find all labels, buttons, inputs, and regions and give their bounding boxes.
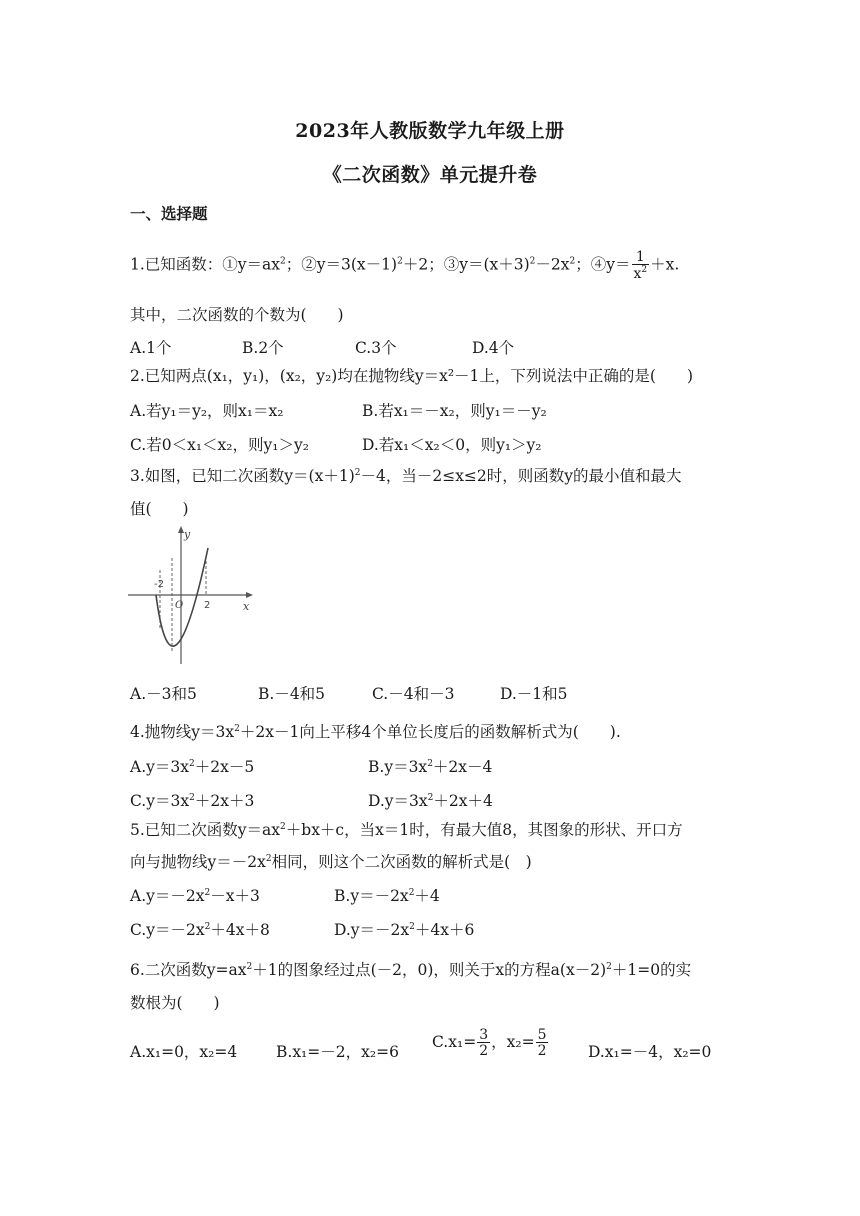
option-b: B.若x₁＝－x₂，则y₁＝－y₂ xyxy=(362,402,547,420)
question-1-stem-line2: 其中，二次函数的个数为( ) xyxy=(130,306,344,324)
option-c: C.－4和－3 xyxy=(372,685,455,703)
option-a: A.－3和5 xyxy=(130,685,197,703)
svg-text:y: y xyxy=(184,528,191,541)
question-6-stem-line2: 数根为( ) xyxy=(130,994,220,1012)
option-d: D.4个 xyxy=(472,339,515,357)
option-d: D.若x₁＜x₂＜0，则y₁＞y₂ xyxy=(362,436,542,454)
question-6-stem: 6.二次函数$y=ax^2+1$的图象经过点(－2，0)，则关于x的方程$a(x-2)^2+1=0$的实 xyxy=(130,961,692,979)
option-d: D.－1和5 xyxy=(500,685,568,703)
option-b: B.－4和5 xyxy=(258,685,326,703)
option-c: C.x₁= $\frac{3}{2}$ ，x₂= $\frac{5}{2}$ xyxy=(432,1027,547,1059)
document-title: 2023年人教版数学九年级上册 xyxy=(295,120,565,142)
svg-text:O: O xyxy=(175,600,184,611)
option-a: A.x₁=0，x₂=4 xyxy=(130,1043,238,1061)
svg-text:x: x xyxy=(243,600,250,613)
question-3-stem-line2: 值( ) xyxy=(130,500,189,518)
document-subtitle: 《二次函数》单元提升卷 xyxy=(322,164,538,186)
question-1-stem: 1.已知函数：$①y=ax^2$；$②y=3(x-1)^2+2$；$③y=(x+3)^2-2x^2$；④y＝ $\frac{1}{x^2}$ ＋x. xyxy=(130,249,680,282)
parabola-graph xyxy=(126,522,256,667)
option-a: $A.y=3x^2+2x-5$ xyxy=(130,758,255,776)
option-c: $C.y=-2x^2+4x+8$ xyxy=(130,921,270,939)
question-4-stem: 4.抛物线$y=3x^2+2x-1$向上平移4个单位长度后的函数解析式为( ). xyxy=(130,723,621,741)
option-d: $D.y=3x^2+2x+4$ xyxy=(368,792,493,810)
option-c: C.若0＜x₁＜x₂，则y₁＞y₂ xyxy=(130,436,309,454)
svg-text:-2: -2 xyxy=(154,579,164,590)
option-a: A.1个 xyxy=(130,339,172,357)
question-5-stem: 5.已知二次函数$y=ax^2+bx+c$，当x＝1时，有最大值8，其图象的形状、开口方 xyxy=(130,821,683,839)
option-b: B.x₁=－2，x₂=6 xyxy=(276,1043,399,1061)
option-b: $B.y=3x^2+2x-4$ xyxy=(368,758,493,776)
option-c: $C.y=3x^2+2x+3$ xyxy=(130,792,255,810)
option-a: $A.y=-2x^2-x+3$ xyxy=(130,887,260,905)
option-d: D.x₁=－4，x₂=0 xyxy=(588,1043,712,1061)
option-d: $D.y=-2x^2+4x+6$ xyxy=(334,921,475,939)
fraction: $\frac{3}{2}$ xyxy=(479,1027,489,1059)
option-b: $B.y=-2x^2+4$ xyxy=(334,887,440,905)
fraction: $\frac{5}{2}$ xyxy=(537,1027,547,1059)
option-c: C.3个 xyxy=(355,339,397,357)
svg-text:2: 2 xyxy=(204,600,211,611)
fraction: $\frac{1}{x^2}$ xyxy=(633,249,648,282)
question-5-stem-line2: 向与抛物线$y=-2x^2$相同，则这个二次函数的解析式是( ) xyxy=(130,853,532,871)
question-2-stem: 2.已知两点(x₁，y₁)，(x₂，y₂)均在抛物线y＝x²－1上，下列说法中正确的是( ) xyxy=(130,367,693,385)
option-a: A.若y₁＝y₂，则x₁＝x₂ xyxy=(130,402,284,420)
option-b: B.2个 xyxy=(242,339,284,357)
section-heading: 一、选择题 xyxy=(130,204,208,223)
question-3-stem: 3.如图，已知二次函数$y=(x+1)^2-4$，当－2≤x≤2时，则函数y的最小值和最大 xyxy=(130,467,682,485)
